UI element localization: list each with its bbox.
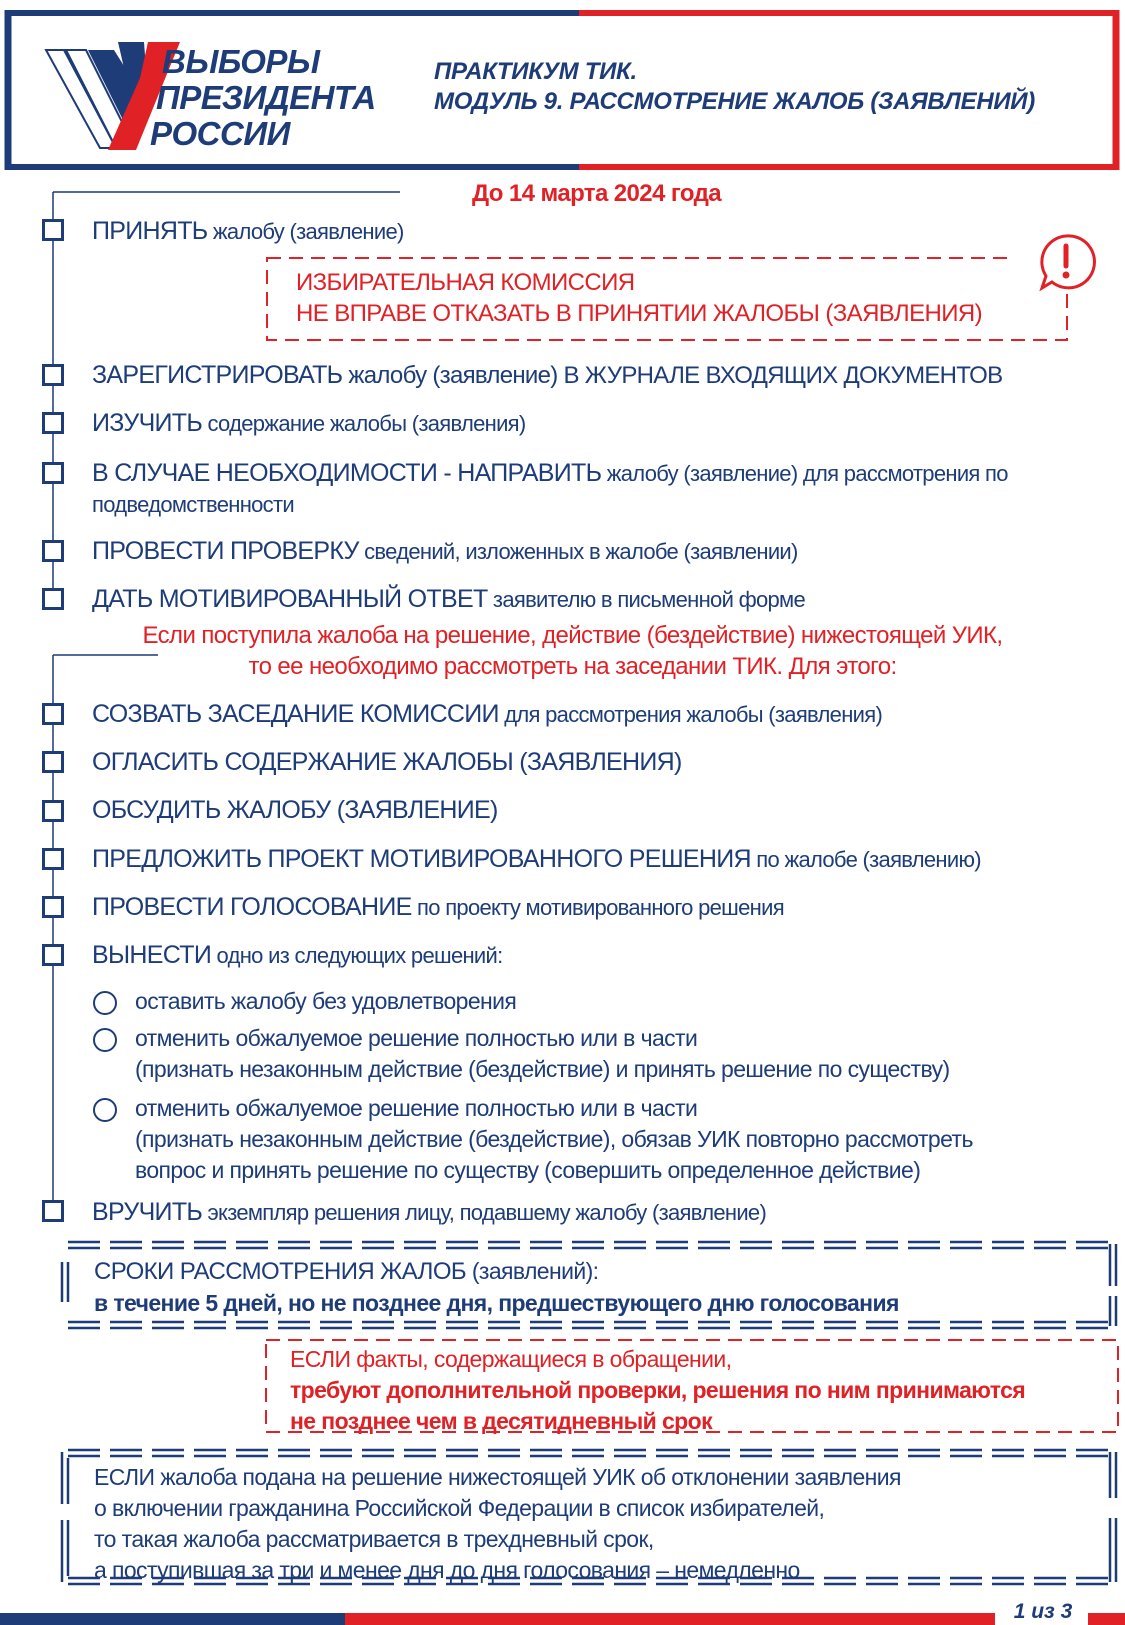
option-radio[interactable]	[93, 991, 117, 1015]
option-1-line-1: оставить жалобу без удовлетворения	[135, 988, 517, 1014]
check-line-2: требуют дополнительной проверки, решения по ним принимаются	[290, 1377, 1026, 1403]
module-title-line-1: ПРАКТИКУМ ТИК.	[434, 58, 637, 85]
step-vote: ПРОВЕСТИ ГОЛОСОВАНИЕ по проекту мотивированного решения	[92, 893, 784, 921]
option-radio[interactable]	[93, 1098, 117, 1122]
logo-line-2: ПРЕЗИДЕНТА	[156, 79, 376, 116]
warning-line-1: ИЗБИРАТЕЛЬНАЯ КОМИССИЯ	[296, 269, 635, 296]
step-checkbox[interactable]	[42, 219, 64, 241]
footer-bar-end	[1088, 1613, 1125, 1625]
step-verify: ПРОВЕСТИ ПРОВЕРКУ сведений, изложенных в жалобе (заявлении)	[92, 537, 798, 565]
step-checkbox[interactable]	[42, 588, 64, 610]
step-checkbox[interactable]	[42, 703, 64, 725]
step-checkbox[interactable]	[42, 1200, 64, 1222]
step-accept: ПРИНЯТЬ жалобу (заявление)	[92, 217, 404, 245]
step-checkbox[interactable]	[42, 751, 64, 773]
list-line-3: то такая жалоба рассматривается в трехдневный срок,	[94, 1526, 654, 1552]
footer-bar-blue	[0, 1613, 345, 1625]
step-forward-line-2: подведомственности	[92, 492, 294, 517]
list-line-4: а поступившая за три и менее дня до дня голосования – немедленно	[94, 1557, 800, 1583]
uik-note-line-1: Если поступила жалоба на решение, действие (бездействие) нижестоящей УИК,	[142, 622, 1003, 649]
exclamation-icon	[1036, 232, 1096, 292]
step-study: ИЗУЧИТЬ содержание жалобы (заявления)	[92, 409, 526, 437]
option-3-line-1: отменить обжалуемое решение полностью или в части	[135, 1095, 698, 1121]
logo-line-3: РОССИИ	[150, 115, 290, 152]
option-3-line-3: вопрос и принять решение по существу (совершить определенное действие)	[135, 1157, 921, 1183]
step-answer: ДАТЬ МОТИВИРОВАННЫЙ ОТВЕТ заявителю в письменной форме	[92, 585, 806, 613]
step-announce: ОГЛАСИТЬ СОДЕРЖАНИЕ ЖАЛОБЫ (ЗАЯВЛЕНИЯ)	[92, 748, 682, 776]
step-register: ЗАРЕГИСТРИРОВАТЬ жалобу (заявление) В ЖУРНАЛЕ ВХОДЯЩИХ ДОКУМЕНТОВ	[92, 361, 1003, 389]
step-deliver: ВРУЧИТЬ экземпляр решения лицу, подавшему жалобу (заявление)	[92, 1198, 767, 1226]
step-checkbox[interactable]	[42, 462, 64, 484]
option-radio[interactable]	[93, 1028, 117, 1052]
list-line-1: ЕСЛИ жалоба подана на решение нижестоящей УИК об отклонении заявления	[94, 1464, 901, 1490]
step-checkbox[interactable]	[42, 848, 64, 870]
step-propose: ПРЕДЛОЖИТЬ ПРОЕКТ МОТИВИРОВАННОГО РЕШЕНИЯ по жалобе (заявлению)	[92, 845, 981, 873]
uik-note-line-2: то ее необходимо рассмотреть на заседании ТИК. Для этого:	[248, 653, 897, 680]
deadline-date: До 14 марта 2024 года	[472, 180, 722, 207]
warning-line-2: НЕ ВПРАВЕ ОТКАЗАТЬ В ПРИНЯТИИ ЖАЛОБЫ (ЗАЯВЛЕНИЯ)	[296, 300, 982, 327]
logo-line-1: ВЫБОРЫ	[162, 43, 320, 80]
check-line-3: не позднее чем в десятидневный срок	[290, 1408, 712, 1434]
page-number: 1 из 3	[1000, 1598, 1086, 1625]
module-title-line-2: МОДУЛЬ 9. РАССМОТРЕНИЕ ЖАЛОБ (ЗАЯВЛЕНИЙ)	[434, 88, 1035, 115]
step-checkbox[interactable]	[42, 944, 64, 966]
option-3-line-2: (признать незаконным действие (бездействие), обязав УИК повторно рассмотреть	[135, 1126, 973, 1152]
step-discuss: ОБСУДИТЬ ЖАЛОБУ (ЗАЯВЛЕНИЕ)	[92, 796, 498, 824]
terms-line-2: в течение 5 дней, но не позднее дня, предшествующего дню голосования	[94, 1290, 899, 1316]
step-checkbox[interactable]	[42, 800, 64, 822]
step-checkbox[interactable]	[42, 412, 64, 434]
option-2-line-2: (признать незаконным действие (бездействие) и принять решение по существу)	[135, 1056, 950, 1082]
footer-bar-red	[345, 1613, 995, 1625]
step-decide: ВЫНЕСТИ одно из следующих решений:	[92, 941, 503, 969]
terms-line-1: СРОКИ РАССМОТРЕНИЯ ЖАЛОБ (заявлений):	[94, 1258, 599, 1285]
list-line-2: о включении гражданина Российской Федерации в список избирателей,	[94, 1495, 825, 1521]
check-line-1: ЕСЛИ факты, содержащиеся в обращении,	[290, 1346, 732, 1372]
step-checkbox[interactable]	[42, 364, 64, 386]
step-checkbox[interactable]	[42, 896, 64, 918]
step-convene: СОЗВАТЬ ЗАСЕДАНИЕ КОМИССИИ для рассмотрения жалобы (заявления)	[92, 700, 883, 728]
step-forward: В СЛУЧАЕ НЕОБХОДИМОСТИ - НАПРАВИТЬ жалобу (заявление) для рассмотрения по	[92, 459, 1008, 487]
option-2-line-1: отменить обжалуемое решение полностью или в части	[135, 1025, 698, 1051]
step-checkbox[interactable]	[42, 540, 64, 562]
